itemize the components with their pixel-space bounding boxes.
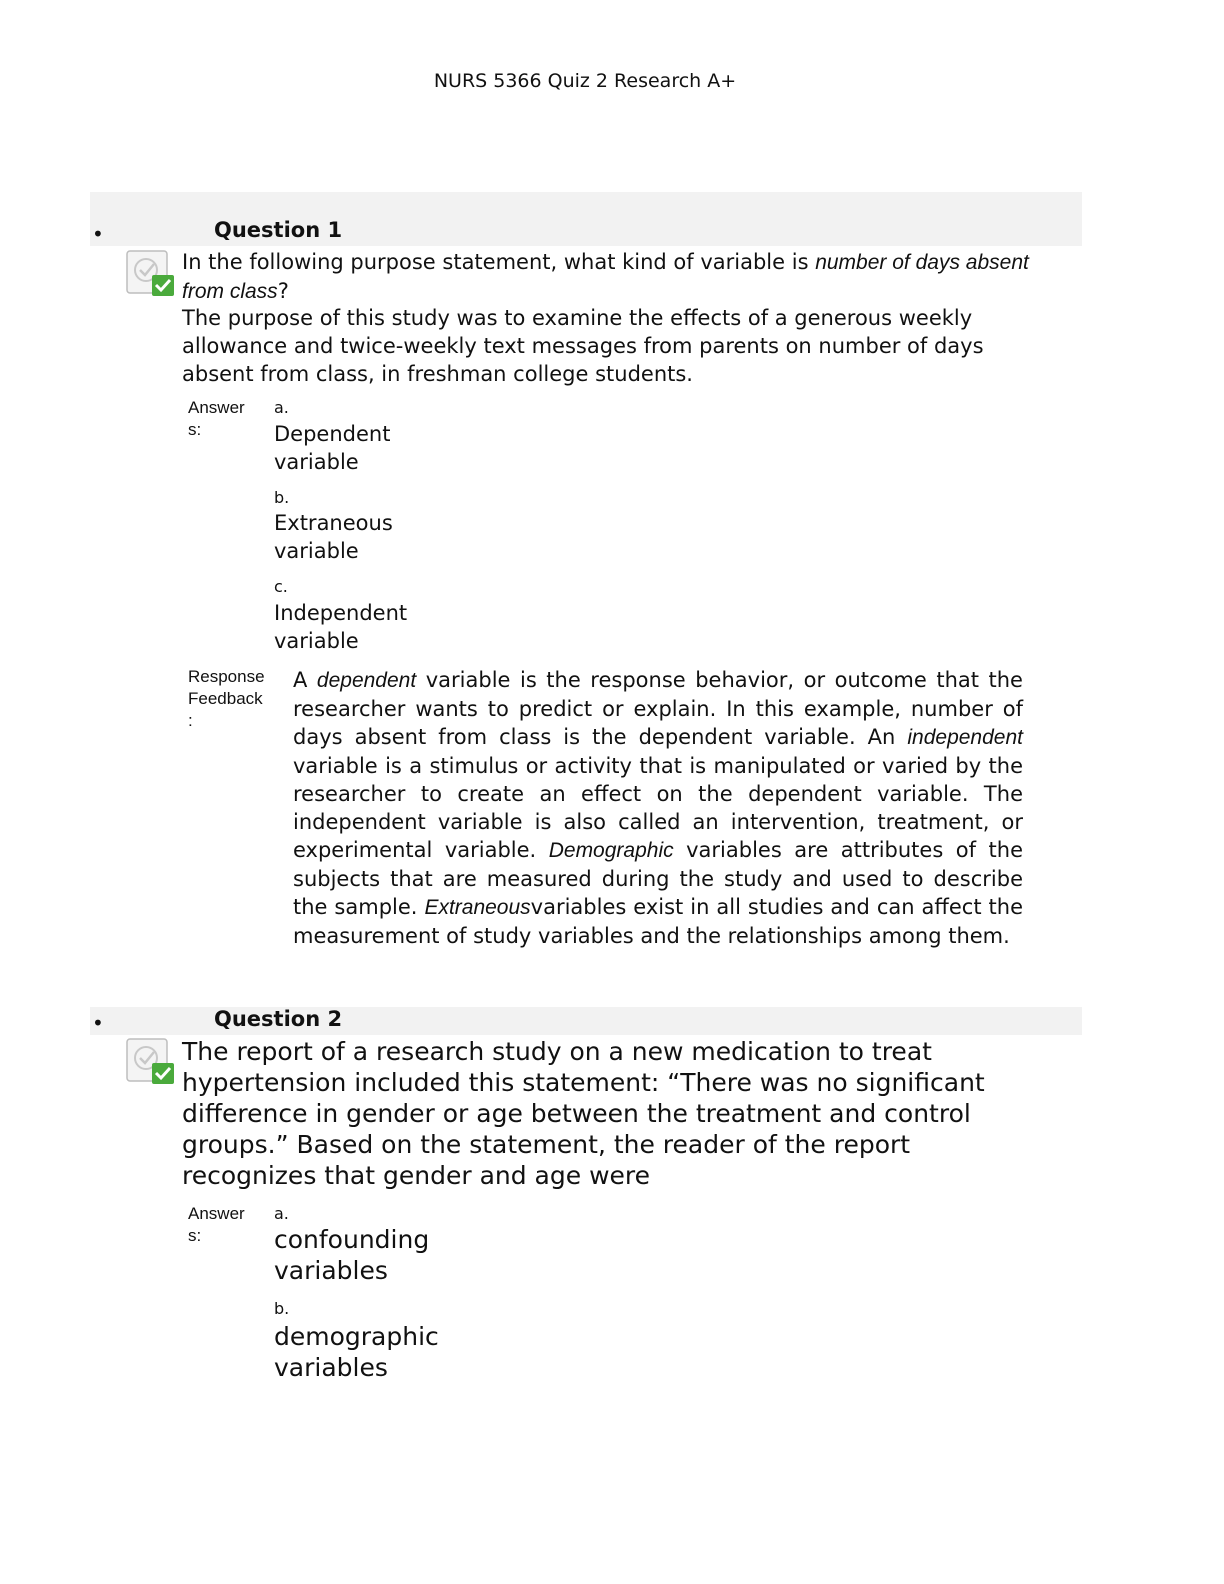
option-b-text[interactable]: Extraneous variable <box>274 511 393 563</box>
option-b-text[interactable]: demographic variables <box>274 1322 439 1382</box>
question-2-prompt: The report of a research study on a new medication to treat hypertension included this statement: “There was no significant difference in gender or age between the treatment and control groups.” Based on the statement, the reader of the report recognizes that gender and age were <box>182 1037 985 1190</box>
question-1-body: The purpose of this study was to examine the effects of a generous weekly allowance and twice-weekly text messages from parents on number of days absent from class, in freshman college students. <box>182 306 984 386</box>
correct-checkmark-icon <box>126 1038 176 1086</box>
option-a-letter: a. <box>274 1204 289 1223</box>
option-b-letter: b. <box>274 1299 290 1318</box>
question-2-bullet: • <box>92 1011 104 1035</box>
answers-label: Answer s: <box>188 1204 245 1245</box>
option-c-letter: c. <box>274 577 288 596</box>
option-a-text[interactable]: Dependent variable <box>274 422 391 474</box>
question-2-title: Question 2 <box>214 1007 343 1031</box>
response-feedback-label: Response Feedback : <box>188 667 265 730</box>
answers-label: Answer s: <box>188 398 245 439</box>
response-feedback-text: A dependent variable is the response behavior, or outcome that the researcher wants to predict or explain. In this example, number of days absent from class is the dependent variable. An independent variable is a stimulus or activity that is manipulated or varied by the researcher to create an effect on the dependent variable. The independent variable is also called an intervention, treatment, or experimental variable. Demographic variables are attributes of the subjects that are measured during the study and used to describe the sample. Extraneousvariables exist in all studies and can affect the measurement of study variables and the relationships among them. <box>293 668 1023 948</box>
option-a-text[interactable]: confounding variables <box>274 1225 430 1285</box>
question-1-title: Question 1 <box>214 218 343 242</box>
question-1-prompt: In the following purpose statement, what kind of variable is number of days absent from class? <box>182 250 1029 303</box>
option-b-letter: b. <box>274 488 290 507</box>
document-title: NURS 5366 Quiz 2 Research A+ <box>433 70 737 92</box>
question-1-bullet: • <box>92 222 104 246</box>
correct-checkmark-icon <box>126 250 176 298</box>
option-c-text[interactable]: Independent variable <box>274 601 408 653</box>
option-a-letter: a. <box>274 398 289 417</box>
